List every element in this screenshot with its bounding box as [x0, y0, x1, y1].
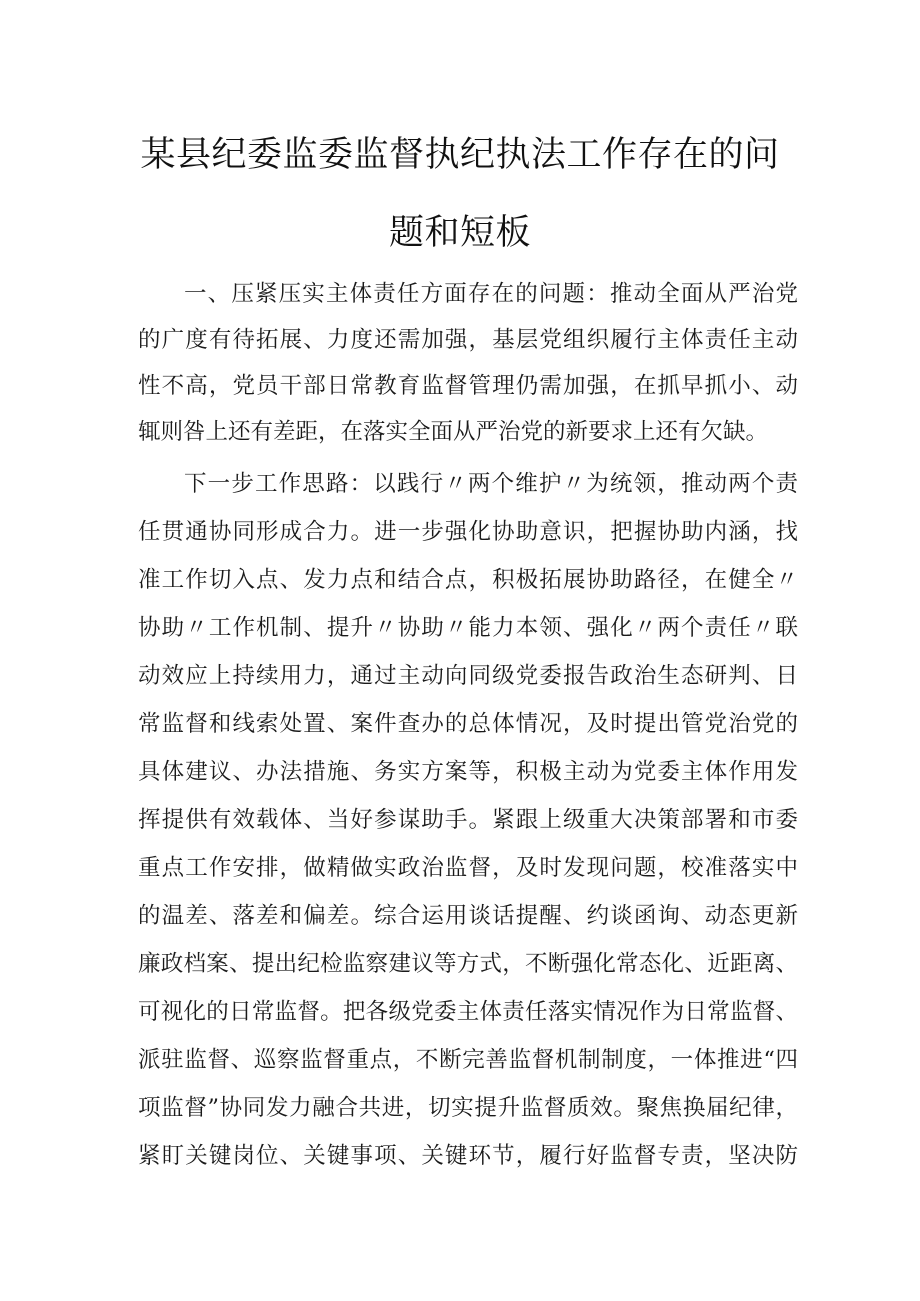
paragraph-line: 廉政档案、提出纪检监察建议等方式，不断强化常态化、近距离、: [138, 951, 798, 977]
paragraph-line: 派驻监督、巡察监督重点，不断完善监督机制制度，一体推进“四: [138, 1047, 798, 1073]
paragraph-line: 具体建议、办法措施、务实方案等，积极主动为党委主体作用发: [138, 759, 798, 785]
paragraph-line: 重点工作安排，做精做实政治监督，及时发现问题，校准落实中: [138, 855, 798, 881]
paragraph-line: 协助〃工作机制、提升〃协助〃能力本领、强化〃两个责任〃联: [138, 615, 798, 641]
paragraph-line: 辄则咎上还有差距，在落实全面从严治党的新要求上还有欠缺。: [138, 419, 769, 445]
paragraph-line: 的广度有待拓展、力度还需加强，基层党组织履行主体责任主动: [138, 327, 798, 353]
paragraph-line: 的温差、落差和偏差。综合运用谈话提醒、约谈函询、动态更新: [138, 903, 798, 929]
paragraph-line: 下一步工作思路：以践行〃两个维护〃为统领，推动两个责: [184, 471, 798, 497]
paragraph-line: 一、压紧压实主体责任方面存在的问题：推动全面从严治党: [184, 281, 798, 307]
paragraph-line: 常监督和线索处置、案件查办的总体情况，及时提出管党治党的: [138, 711, 798, 737]
paragraph-line: 性不高，党员干部日常教育监督管理仍需加强，在抓早抓小、动: [138, 373, 798, 399]
paragraph-line: 可视化的日常监督。把各级党委主体责任落实情况作为日常监督、: [138, 999, 798, 1025]
paragraph-line: 紧盯关键岗位、关键事项、关键环节，履行好监督专责，坚决防: [138, 1143, 798, 1169]
paragraph-line: 准工作切入点、发力点和结合点，积极拓展协助路径，在健全〃: [138, 567, 798, 593]
paragraph-line: 动效应上持续用力，通过主动向同级党委报告政治生态研判、日: [138, 663, 798, 689]
paragraph-line: 项监督”协同发力融合共进，切实提升监督质效。聚焦换届纪律，: [138, 1095, 798, 1121]
paragraph-line: 任贯通协同形成合力。进一步强化协助意识，把握协助内涵，找: [138, 519, 798, 545]
document-title-line-1: 某县纪委监委监督执纪执法工作存在的问: [140, 135, 780, 175]
paragraph-line: 挥提供有效载体、当好参谋助手。紧跟上级重大决策部署和市委: [138, 807, 798, 833]
document-title-line-2: 题和短板: [388, 213, 531, 253]
